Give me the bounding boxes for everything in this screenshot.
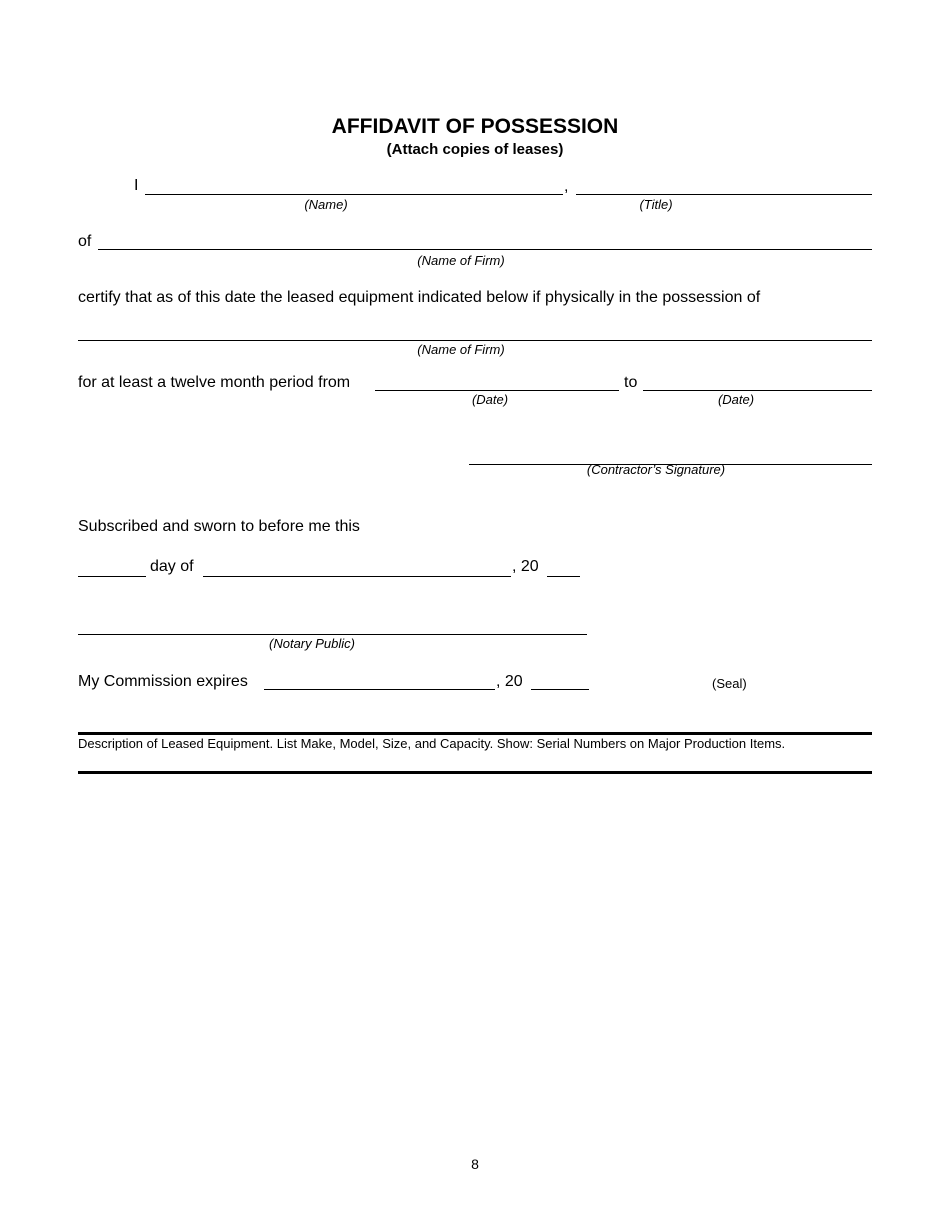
certify-text: certify that as of this date the leased equipment indicated below if physically in the possession of xyxy=(78,289,761,306)
commission-date-line[interactable] xyxy=(264,689,495,690)
date-to-caption: (Date) xyxy=(717,392,755,407)
date-from-caption: (Date) xyxy=(471,392,509,407)
notary-caption: (Notary Public) xyxy=(269,636,355,651)
commission-year-line[interactable] xyxy=(531,689,589,690)
day-of-label: day of xyxy=(150,558,194,575)
description-top-rule xyxy=(78,732,872,735)
sworn-year-prefix: , 20 xyxy=(512,558,539,575)
title-field-line[interactable] xyxy=(576,194,872,195)
name-caption: (Name) xyxy=(304,197,348,212)
date-to-line[interactable] xyxy=(643,390,872,391)
commission-year-prefix: , 20 xyxy=(496,673,523,690)
period-text: for at least a twelve month period from xyxy=(78,374,351,391)
name-field-line[interactable] xyxy=(145,194,563,195)
date-from-line[interactable] xyxy=(375,390,619,391)
firm-caption: (Name of Firm) xyxy=(417,253,505,268)
description-bottom-rule xyxy=(78,771,872,774)
commission-text: My Commission expires xyxy=(78,673,248,690)
notary-signature-line[interactable] xyxy=(78,634,587,635)
to-label: to xyxy=(624,374,638,391)
title-caption: (Title) xyxy=(639,197,673,212)
sworn-text: Subscribed and sworn to before me this xyxy=(78,518,360,535)
firm-field-line[interactable] xyxy=(98,249,872,250)
possessing-firm-caption: (Name of Firm) xyxy=(417,342,505,357)
possessing-firm-line[interactable] xyxy=(78,340,872,341)
description-text: Description of Leased Equipment. List Make, Model, Size, and Capacity. Show: Serial Numbers on Major Production Items. xyxy=(78,736,786,751)
page-number: 8 xyxy=(471,1156,479,1172)
month-field-line[interactable] xyxy=(203,576,511,577)
sworn-year-line[interactable] xyxy=(547,576,580,577)
name-prefix: I xyxy=(134,177,139,194)
contractor-signature-caption: (Contractor’s Signature) xyxy=(586,462,726,477)
seal-label: (Seal) xyxy=(712,676,747,691)
form-subtitle: (Attach copies of leases) xyxy=(386,141,564,158)
firm-prefix: of xyxy=(78,233,92,250)
name-separator: , xyxy=(564,178,569,195)
day-field-line[interactable] xyxy=(78,576,146,577)
form-title: AFFIDAVIT OF POSSESSION xyxy=(331,115,619,138)
